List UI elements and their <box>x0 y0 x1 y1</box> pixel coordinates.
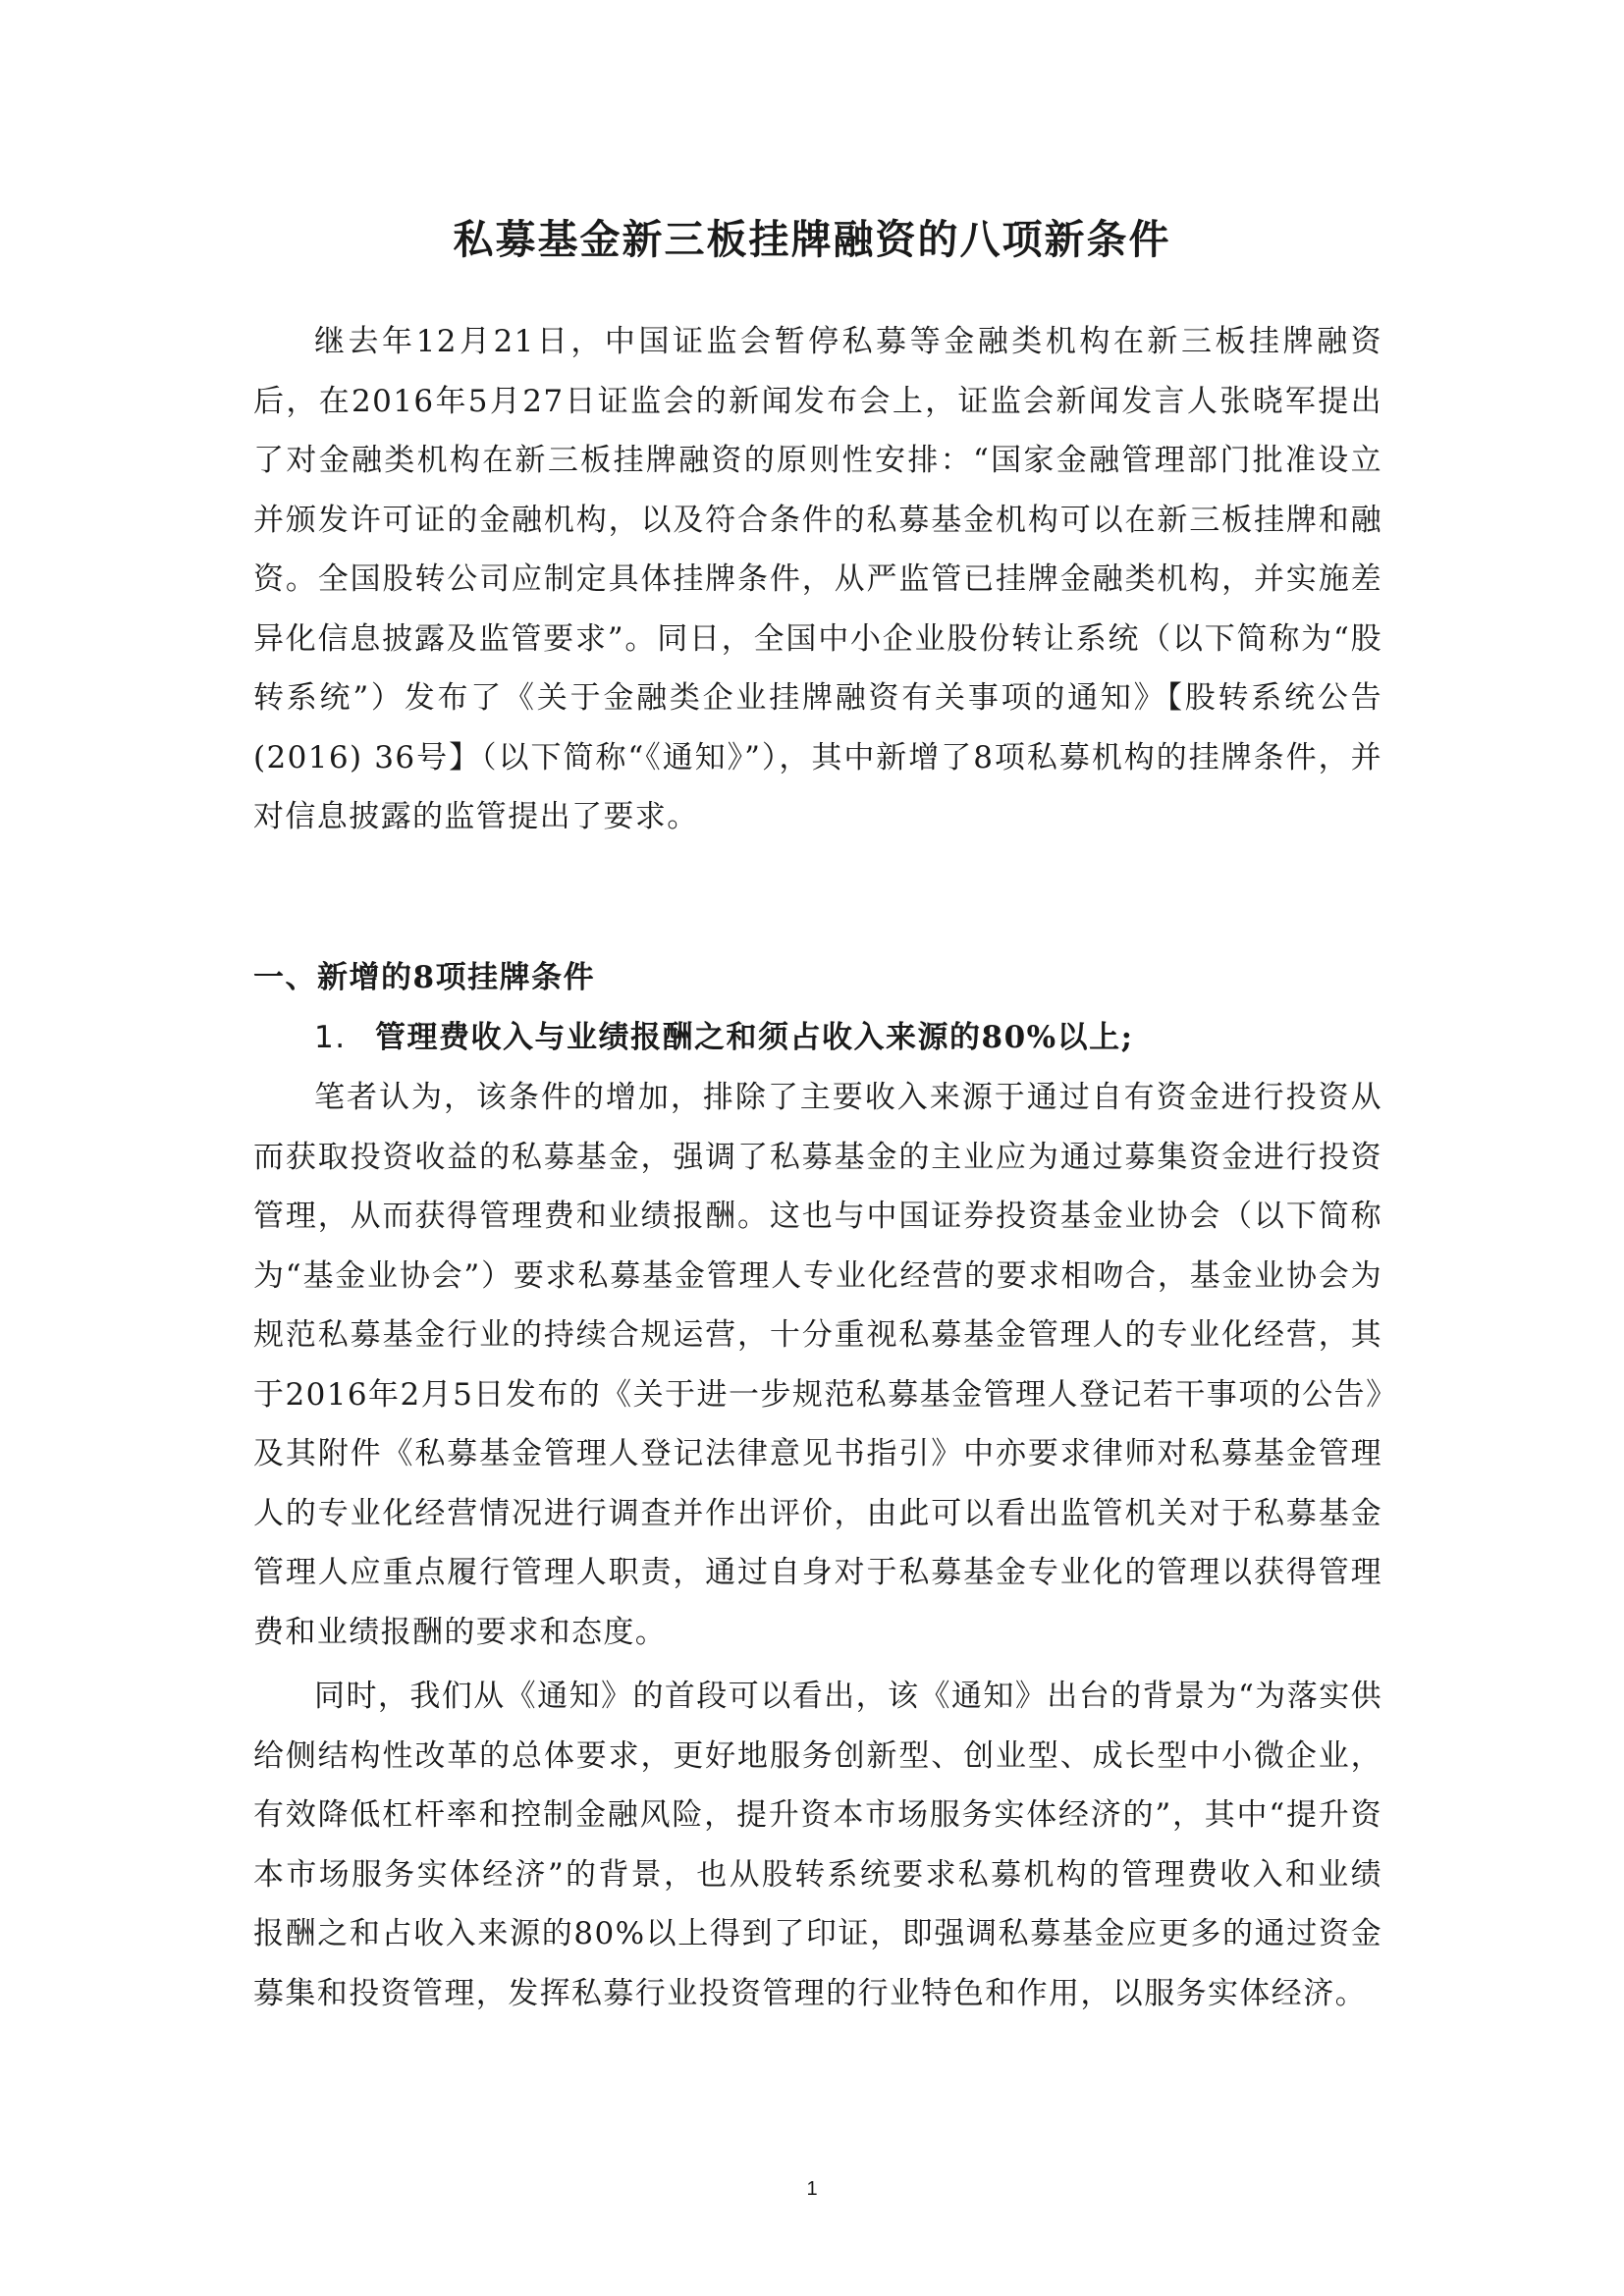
condition-item-1 <box>253 1008 1443 1067</box>
page-number: 1 <box>806 2178 818 2200</box>
document-title: 私募基金新三板挂牌融资的八项新条件 <box>453 216 1171 263</box>
analysis-paragraph-1: 笔者认为，该条件的增加，排除了主要收入来源于通过自有资金进行投资从而获取投资收益的私募基金，强调了私募基金的主业应为通过募集资金进行投资管理，从而获得管理费和业绩报酬。这也与中国证券投资基金业协会（以下简称为“基金业协会”）要求私募基金管理人专业化经营的要求相吻合，基金业协会为规范私募基金行业的持续合规运营，十分重视私募基金管理人的专业化经营，其于2016年2月5日发布的《关于进一步规范私募基金管理人登记若干事项的公告》及其附件《私募基金管理人登记法律意见书指引》中亦要求律师对私募基金管理人的专业化经营情况进行调查并作出评价，由此可以看出监管机关对于私募基金管理人应重点履行管理人职责，通过自身对于私募基金专业化的管理以获得管理费和业绩报酬的要求和态度。 <box>253 1080 1382 1650</box>
section-heading: 一、新增的8项挂牌条件 <box>253 960 596 995</box>
condition-item-text: 管理费收入与业绩报酬之和须占收入来源的80%以上; <box>375 1020 1134 1055</box>
analysis-paragraph-2: 同时，我们从《通知》的首段可以看出，该《通知》出台的背景为“为落实供给侧结构性改革的总体要求，更好地服务创新型、创业型、成长型中小微企业，有效降低杠杆率和控制金融风险，提升资本市场服务实体经济的”，其中“提升资本市场服务实体经济”的背景，也从股转系统要求私募机构的管理费收入和业绩报酬之和占收入来源的80%以上得到了印证，即强调私募基金应更多的通过资金募集和投资管理，发挥私募行业投资管理的行业特色和作用，以服务实体经济。 <box>253 1679 1382 2011</box>
condition-item-number: 1. <box>314 1020 347 1055</box>
intro-paragraph: 继去年12月21日，中国证监会暂停私募等金融类机构在新三板挂牌融资后，在2016年5月27日证监会的新闻发布会上，证监会新闻发言人张晓军提出了对金融类机构在新三板挂牌融资的原则性安排：“国家金融管理部门批准设立并颁发许可证的金融机构，以及符合条件的私募基金机构可以在新三板挂牌和融资。全国股转公司应制定具体挂牌条件，从严监管已挂牌金融类机构，并实施差异化信息披露及监管要求”。同日，全国中小企业股份转让系统（以下简称为“股转系统”）发布了《关于金融类企业挂牌融资有关事项的通知》【股转系统公告(2016) 36号】（以下简称“《通知》”），其中新增了8项私募机构的挂牌条件，并对信息披露的监管提出了要求。 <box>253 324 1382 834</box>
